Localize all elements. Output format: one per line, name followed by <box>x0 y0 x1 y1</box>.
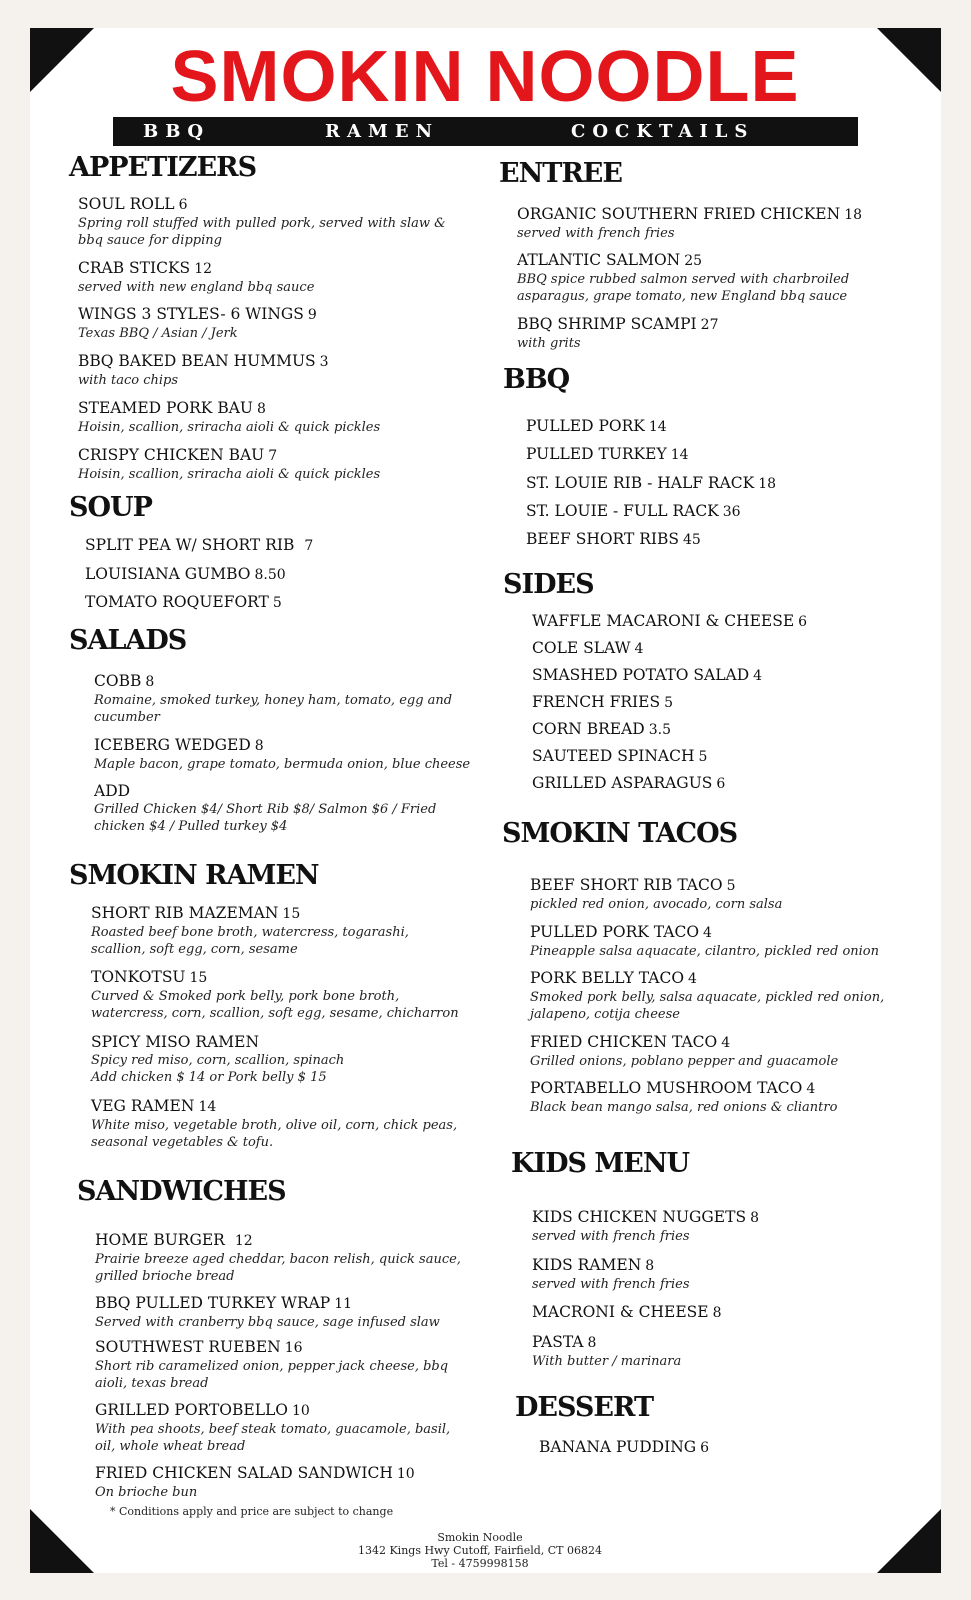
corner-decoration-top-left <box>30 28 94 92</box>
menu-item <box>530 1033 925 1070</box>
menu-item <box>95 1401 465 1455</box>
menu-item <box>539 1438 709 1458</box>
item-name-row <box>530 969 930 989</box>
item-price: 8 <box>645 1258 655 1274</box>
section-title-sandwiches: SANDWICHES <box>77 1176 286 1207</box>
restaurant-footer <box>280 1531 680 1570</box>
item-name: VEG RAMEN <box>91 1097 195 1115</box>
item-name-row <box>91 1097 461 1117</box>
menu-item <box>517 205 912 242</box>
item-description: Grilled onions, poblano pepper and guacamole <box>530 1054 839 1069</box>
item-description: served with french fries <box>517 226 675 241</box>
item-price: 14 <box>648 419 667 435</box>
section-title-salads: SALADS <box>69 625 187 656</box>
corner-decoration-top-right <box>877 28 941 92</box>
item-name-row <box>94 782 479 801</box>
item-name: ORGANIC SOUTHERN FRIED CHICKEN <box>517 205 841 223</box>
item-price: 6 <box>716 776 726 792</box>
item-name: SOUTHWEST RUEBEN <box>95 1338 281 1356</box>
item-price: 8 <box>145 674 155 690</box>
price-disclaimer: * Conditions apply and price are subject to change <box>110 1505 394 1518</box>
menu-item <box>94 736 474 773</box>
item-description: Spicy red miso, corn, scallion, spinach <box>91 1053 345 1068</box>
menu-item <box>526 445 689 465</box>
item-price: 25 <box>684 253 703 269</box>
menu-item <box>85 593 282 613</box>
item-price: 45 <box>683 532 701 548</box>
item-name-row <box>517 205 912 225</box>
item-name-row <box>78 195 458 215</box>
item-name: BBQ BAKED BEAN HUMMUS <box>78 352 316 370</box>
menu-item <box>532 693 673 713</box>
corner-decoration-bottom-right <box>877 1509 941 1573</box>
item-description: with grits <box>517 336 581 351</box>
item-name: KIDS RAMEN <box>532 1256 642 1274</box>
item-price: 10 <box>292 1403 310 1419</box>
item-name: ADD <box>94 782 131 800</box>
section-title-kids-menu: KIDS MENU <box>511 1148 690 1179</box>
item-name-row <box>94 672 464 692</box>
item-name-row <box>532 1333 912 1353</box>
menu-item <box>526 502 741 522</box>
menu-item <box>78 195 458 249</box>
menu-item <box>91 968 466 1022</box>
tagline-cocktails: COCKTAILS <box>571 121 755 142</box>
item-price: 8.50 <box>254 567 286 583</box>
section-title-soup: SOUP <box>69 492 152 523</box>
item-name: HOME BURGER <box>95 1231 225 1249</box>
menu-item <box>530 876 925 913</box>
corner-decoration-bottom-left <box>30 1509 94 1573</box>
menu-item <box>95 1231 475 1285</box>
item-name-row <box>95 1464 475 1484</box>
menu-item <box>78 446 458 483</box>
menu-item <box>532 1208 912 1245</box>
item-description: with taco chips <box>78 373 179 388</box>
item-price: 4 <box>634 641 644 657</box>
item-name: PULLED PORK <box>526 417 645 435</box>
menu-item <box>532 666 762 686</box>
item-name-row <box>95 1231 475 1251</box>
item-name: LOUISIANA GUMBO <box>85 565 251 583</box>
menu-item <box>532 612 807 632</box>
item-price: 6 <box>700 1440 710 1456</box>
item-description: served with new england bbq sauce <box>78 280 315 295</box>
item-name-row <box>78 399 458 419</box>
menu-item <box>530 969 930 1023</box>
item-name: PULLED PORK TACO <box>530 923 700 941</box>
menu-item <box>78 259 458 296</box>
item-description: BBQ spice rubbed salmon served with charbroiled asparagus, grape tomato, new England bbq sauce <box>517 272 850 304</box>
item-description: Short rib caramelized onion, pepper jack cheese, bbq aioli, texas bread <box>95 1359 449 1391</box>
item-price: 5 <box>726 878 736 894</box>
menu-item <box>95 1464 475 1501</box>
tagline-bbq: BBQ <box>143 121 211 142</box>
item-name: CRAB STICKS <box>78 259 191 277</box>
item-description: Smoked pork belly, salsa aquacate, pickled red onion, jalapeno, cotija cheese <box>530 990 885 1022</box>
item-name-row <box>532 1303 912 1323</box>
item-name: CRISPY CHICKEN BAU <box>78 446 265 464</box>
item-name: BANANA PUDDING <box>539 1438 697 1456</box>
item-description: Prairie breeze aged cheddar, bacon relish, quick sauce, grilled brioche bread <box>95 1252 461 1284</box>
menu-item <box>517 251 912 305</box>
item-name-row <box>530 1079 925 1099</box>
item-name: TOMATO ROQUEFORT <box>85 593 269 611</box>
item-name-row <box>78 352 458 372</box>
menu-item <box>91 1097 461 1151</box>
item-name-row <box>78 305 458 325</box>
item-name-row <box>517 315 912 335</box>
item-name: SOUL ROLL <box>78 195 175 213</box>
item-name-row <box>78 259 458 279</box>
footer-name: Smokin Noodle <box>437 1531 523 1544</box>
item-price: 8 <box>254 738 264 754</box>
item-price: 8 <box>750 1210 760 1226</box>
item-price: 9 <box>307 307 317 323</box>
item-description: Pineapple salsa aquacate, cilantro, pickled red onion <box>530 944 880 959</box>
item-price: 36 <box>722 504 741 520</box>
tagline-ramen: RAMEN <box>325 121 440 142</box>
item-name-row <box>94 736 474 756</box>
item-price: 6 <box>178 197 188 213</box>
item-name: WINGS 3 STYLES- 6 WINGS <box>78 305 304 323</box>
item-name-row <box>530 923 925 943</box>
menu-item <box>78 399 458 436</box>
section-title-sides: SIDES <box>503 569 594 600</box>
section-title-bbq: BBQ <box>503 364 570 395</box>
item-description: Hoisin, scallion, sriracha aioli & quick pickles <box>78 467 381 482</box>
item-price: 8 <box>256 401 266 417</box>
item-name-row <box>532 1208 912 1228</box>
menu-item <box>91 1033 466 1086</box>
item-name: PASTA <box>532 1333 584 1351</box>
item-price: 3 <box>319 354 329 370</box>
item-name-row <box>95 1294 475 1314</box>
section-title-dessert: DESSERT <box>515 1392 654 1423</box>
item-price: 10 <box>396 1466 415 1482</box>
item-name: SMASHED POTATO SALAD <box>532 666 750 684</box>
menu-item <box>95 1338 465 1392</box>
item-price: 18 <box>758 476 777 492</box>
item-name-row <box>91 1033 466 1052</box>
restaurant-logo: SMOKIN NOODLE <box>170 37 800 117</box>
item-description: pickled red onion, avocado, corn salsa <box>530 897 783 912</box>
item-description: served with french fries <box>532 1277 690 1292</box>
item-name: BEEF SHORT RIB TACO <box>530 876 723 894</box>
item-name: FRENCH FRIES <box>532 693 661 711</box>
menu-item <box>78 305 458 342</box>
tagline-bar <box>113 117 858 146</box>
section-title-entree: ENTREE <box>499 158 622 189</box>
menu-item <box>85 536 313 556</box>
item-price: 4 <box>703 925 712 941</box>
menu-item <box>95 1294 475 1331</box>
item-name: BEEF SHORT RIBS <box>526 530 680 548</box>
item-price: 4 <box>753 668 763 684</box>
item-name: PORTABELLO MUSHROOM TACO <box>530 1079 803 1097</box>
item-name-row <box>91 904 466 924</box>
item-price: 4 <box>721 1035 731 1051</box>
item-price: 7 <box>304 538 314 554</box>
section-title-smokin-tacos: SMOKIN TACOS <box>502 818 738 849</box>
menu-item <box>526 530 701 550</box>
item-description: Black bean mango salsa, red onions & cliantro <box>530 1100 838 1115</box>
item-price: 4 <box>806 1081 816 1097</box>
item-description: Romaine, smoked turkey, honey ham, tomato, egg and cucumber <box>94 693 453 725</box>
item-name: SHORT RIB MAZEMAN <box>91 904 279 922</box>
item-name: GRILLED PORTOBELLO <box>95 1401 289 1419</box>
menu-item <box>526 417 667 437</box>
menu-item <box>526 474 776 494</box>
menu-item <box>94 672 464 726</box>
menu-item <box>532 747 707 767</box>
item-price: 5 <box>272 595 282 611</box>
item-name: SPLIT PEA W/ SHORT RIB <box>85 536 295 554</box>
item-name: PULLED TURKEY <box>526 445 667 463</box>
item-name: FRIED CHICKEN SALAD SANDWICH <box>95 1464 393 1482</box>
item-price: 5 <box>664 695 674 711</box>
item-price: 15 <box>282 906 301 922</box>
item-name-row <box>530 1033 925 1053</box>
item-price: 7 <box>268 448 278 464</box>
item-price: 11 <box>334 1296 353 1312</box>
item-price: 18 <box>844 207 863 223</box>
menu-item <box>78 352 458 389</box>
item-name: SPICY MISO RAMEN <box>91 1033 260 1051</box>
item-name: ICEBERG WEDGED <box>94 736 251 754</box>
item-name-row <box>91 968 466 988</box>
item-price: 3.5 <box>648 722 671 738</box>
item-name: MACRONI & CHEESE <box>532 1303 709 1321</box>
item-price: 6 <box>798 614 808 630</box>
menu-item <box>532 1256 912 1293</box>
item-name-row <box>532 1256 912 1276</box>
item-price: 5 <box>698 749 708 765</box>
item-price: 14 <box>198 1099 217 1115</box>
item-description: Served with cranberry bbq sauce, sage infused slaw <box>95 1315 440 1330</box>
item-description: Grilled Chicken $4/ Short Rib $8/ Salmon $6 / Fried chicken $4 / Pulled turkey $4 <box>94 802 437 834</box>
item-price: 14 <box>670 447 689 463</box>
item-name: TONKOTSU <box>91 968 186 986</box>
item-price: 15 <box>189 970 208 986</box>
item-name: FRIED CHICKEN TACO <box>530 1033 718 1051</box>
item-description: Curved & Smoked pork belly, pork bone broth, watercress, corn, scallion, soft egg, sesame, chicharron <box>91 989 459 1021</box>
menu-item <box>517 315 912 352</box>
menu-item <box>530 1079 925 1116</box>
footer-phone: Tel - 4759998158 <box>431 1557 529 1570</box>
item-name: BBQ PULLED TURKEY WRAP <box>95 1294 331 1312</box>
item-description: On brioche bun <box>95 1485 198 1500</box>
item-name-row <box>78 446 458 466</box>
item-description: White miso, vegetable broth, olive oil, corn, chick peas, seasonal vegetables & tofu. <box>91 1118 458 1150</box>
menu-item <box>530 923 925 960</box>
item-name: WAFFLE MACARONI & CHEESE <box>532 612 795 630</box>
item-description: With pea shoots, beef steak tomato, guacamole, basil, oil, whole wheat bread <box>95 1422 451 1454</box>
item-description: Roasted beef bone broth, watercress, togarashi, scallion, soft egg, corn, sesame <box>91 925 409 957</box>
item-description: Texas BBQ / Asian / Jerk <box>78 326 238 341</box>
item-name: KIDS CHICKEN NUGGETS <box>532 1208 747 1226</box>
item-price: 12 <box>194 261 213 277</box>
item-name-row <box>517 251 912 271</box>
item-name: CORN BREAD <box>532 720 645 738</box>
item-description: Hoisin, scallion, sriracha aioli & quick pickles <box>78 420 381 435</box>
menu-item <box>532 720 671 740</box>
item-description: Maple bacon, grape tomato, bermuda onion, blue cheese <box>94 757 471 772</box>
menu-item <box>91 904 466 958</box>
item-name: COLE SLAW <box>532 639 631 657</box>
item-description: served with french fries <box>532 1229 690 1244</box>
item-name: GRILLED ASPARAGUS <box>532 774 713 792</box>
item-name: COBB <box>94 672 142 690</box>
menu-item <box>532 1333 912 1370</box>
item-description: With butter / marinara <box>532 1354 682 1369</box>
footer-address: 1342 Kings Hwy Cutoff, Fairfield, CT 06824 <box>357 1544 603 1557</box>
section-title-smokin-ramen: SMOKIN RAMEN <box>69 860 319 891</box>
item-price: 27 <box>700 317 719 333</box>
item-name: SAUTEED SPINACH <box>532 747 695 765</box>
item-name: ATLANTIC SALMON <box>517 251 681 269</box>
menu-item <box>532 1303 912 1323</box>
item-name-row <box>95 1338 465 1358</box>
item-description: Spring roll stuffed with pulled pork, served with slaw & bbq sauce for dipping <box>78 216 446 248</box>
menu-item <box>532 639 643 659</box>
item-name-row <box>95 1401 465 1421</box>
item-price: 4 <box>688 971 697 987</box>
item-name: BBQ SHRIMP SCAMPI <box>517 315 697 333</box>
item-name: STEAMED PORK BAU <box>78 399 253 417</box>
menu-item <box>532 774 725 794</box>
item-name: ST. LOUIE - FULL RACK <box>526 502 719 520</box>
menu-item <box>85 565 286 585</box>
menu-item <box>94 782 479 835</box>
section-title-appetizers: APPETIZERS <box>69 152 257 183</box>
item-name: PORK BELLY TACO <box>530 969 685 987</box>
item-price: 8 <box>587 1335 597 1351</box>
item-price: 8 <box>712 1305 722 1321</box>
item-name-row <box>530 876 925 896</box>
item-price: 12 <box>234 1233 253 1249</box>
item-name: ST. LOUIE RIB - HALF RACK <box>526 474 755 492</box>
item-description-add-on: Add chicken $ 14 or Pork belly $ 15 <box>91 1070 327 1085</box>
item-price: 16 <box>284 1340 303 1356</box>
